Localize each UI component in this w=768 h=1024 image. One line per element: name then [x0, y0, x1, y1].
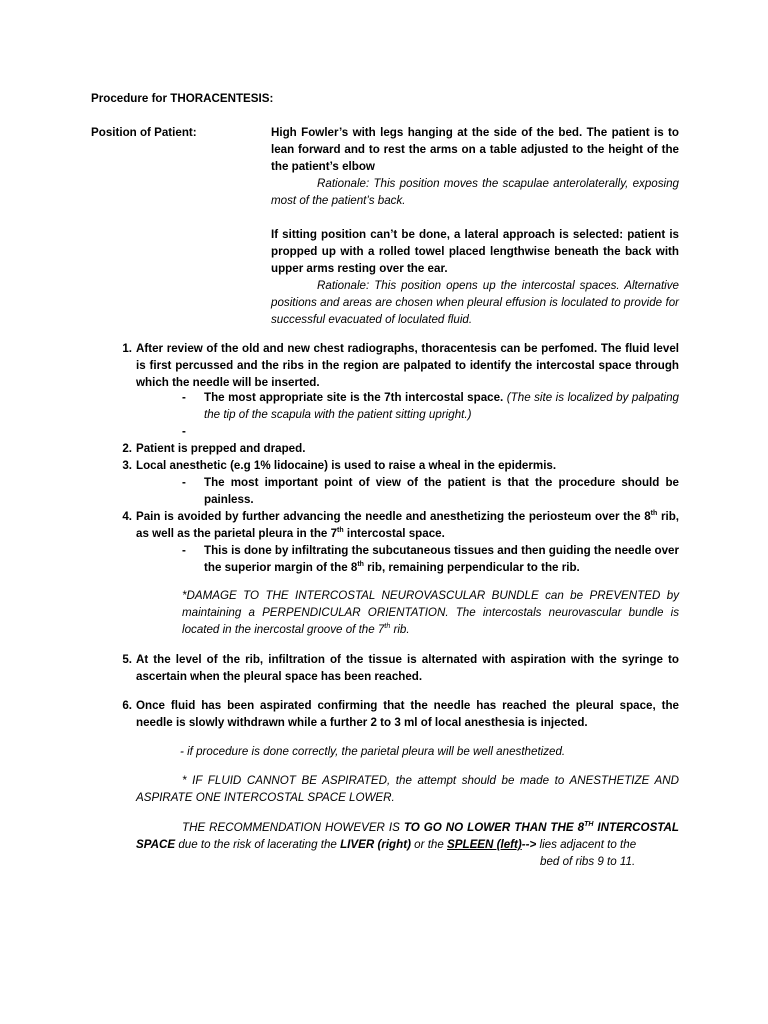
note-superscript: th [384, 623, 391, 631]
step-3-number: 3. [122, 459, 132, 472]
step-4-bullet-1 [204, 542, 679, 576]
title-main: THORACENTESIS: [170, 92, 274, 105]
step-1-bullet-1 [204, 389, 679, 423]
recommendation-or: or the [410, 838, 448, 851]
liver-label: LIVER (right) [340, 838, 411, 851]
step-4-bullet-part-1: This is done by infiltrating the subcutaneous tissues and then guiding the needle over the superior margin of the 8 [204, 544, 679, 574]
step-4-number: 4. [122, 510, 132, 523]
step-4-text-part-3: intercostal space. [343, 527, 445, 540]
recommendation-adjacent: lies adjacent to the [536, 838, 637, 851]
step-6-number: 6. [122, 699, 132, 712]
neurovascular-warning-note [182, 587, 679, 638]
step-1-bullet-1-italic: (The site is localized by palpating the tip of the scapula with the patient sitting upright.) [204, 391, 679, 421]
step-2-number: 2. [122, 442, 132, 455]
step-4-bullet-dash: - [182, 544, 186, 557]
note-part-1: *DAMAGE TO THE INTERCOSTAL NEUROVASCULAR BUNDLE can be PREVENTED by maintaining a PERPENDICULAR ORIENTATION. The intercostals neurovascular bundle is located in the inercostal groove of the 7 [182, 589, 679, 636]
tip-anesthetized: - if procedure is done correctly, the parietal pleura will be well anesthetized. [180, 745, 566, 758]
recommendation-ribs: bed of ribs 9 to 11. [540, 855, 636, 868]
arrow-glyph: --> [521, 838, 537, 851]
step-5-number: 5. [122, 653, 132, 666]
position-paragraph-1: High Fowler’s with legs hanging at the side of the bed. The patient is to lean forward and to rest the arms on a table adjusted to the height of the the patient’s elbow [271, 126, 679, 173]
step-3-text: Local anesthetic (e.g 1% lidocaine) is used to raise a wheal in the epidermis. [136, 459, 557, 472]
step-4-text [136, 508, 679, 542]
recommendation-intro: THE RECOMMENDATION HOWEVER IS [182, 821, 404, 834]
position-label: Position of Patient: [91, 126, 197, 139]
tip-recommendation [136, 819, 679, 853]
position-paragraph-2: If sitting position can’t be done, a lateral approach is selected: patient is propped up with a rolled towel placed lengthwise beneath the back with upper arms resting over the ear. [271, 228, 679, 275]
step-1-text: After review of the old and new chest radiographs, thoracentesis can be perfomed. The fluid level is first percussed and the ribs in the region are palpated to identify the intercostal space through which the needle will be inserted. [136, 342, 679, 389]
rationale-2: Rationale: This position opens up the intercostal spaces. Alternative positions and areas are chosen when pleural effusion is loculated to provide for successful evacuated of loculated fluid. [271, 279, 679, 326]
step-1-bullet-1-bold: The most appropriate site is the 7th intercostal space. [204, 391, 504, 404]
step-3-bullet-dash: - [182, 476, 186, 489]
tip-cannot-aspirate: * IF FLUID CANNOT BE ASPIRATED, the attempt should be made to ANESTHETIZE AND ASPIRATE ONE INTERCOSTAL SPACE LOWER. [136, 774, 679, 804]
step-4-bullet-part-2: rib, remaining perpendicular to the rib. [363, 561, 580, 574]
step-4-superscript-1: th [650, 510, 658, 518]
step-4-bullet-superscript: th [357, 561, 364, 569]
recommendation-limit: TO GO NO LOWER THAN THE 8 [403, 821, 585, 834]
recommendation-space: INTERCOSTAL SPACE [136, 821, 679, 851]
step-5-text: At the level of the rib, infiltration of the tissue is alternated with aspiration with the syringe to ascertain when the pleural space has been reached. [136, 653, 679, 683]
step-4-superscript-2: th [337, 527, 344, 535]
rationale-1: Rationale: This position moves the scapulae anterolaterally, exposing most of the patient’s back. [271, 177, 679, 207]
page-title [91, 90, 273, 107]
recommendation-superscript: TH [584, 821, 594, 829]
step-4-text-part-2: rib, as well as the parietal pleura in the 7 [136, 510, 679, 540]
step-2-text: Patient is prepped and draped. [136, 442, 306, 455]
title-prefix: Procedure for [91, 92, 171, 105]
spleen-label: SPLEEN (left) [447, 838, 522, 851]
step-1-empty-dash: - [182, 425, 186, 438]
step-1-bullet-dash: - [182, 391, 186, 404]
step-4-text-part-1: Pain is avoided by further advancing the needle and anesthetizing the periosteum over the 8 [136, 510, 651, 523]
step-6-text: Once fluid has been aspirated confirming that the needle has reached the pleural space, the needle is slowly withdrawn while a further 2 to 3 ml of local anesthesia is injected. [136, 699, 679, 729]
step-1-number: 1. [122, 342, 132, 355]
recommendation-risk: due to the risk of lacerating the [175, 838, 341, 851]
note-part-2: rib. [390, 623, 410, 636]
step-3-bullet-1: The most important point of view of the patient is that the procedure should be painless. [204, 476, 679, 506]
